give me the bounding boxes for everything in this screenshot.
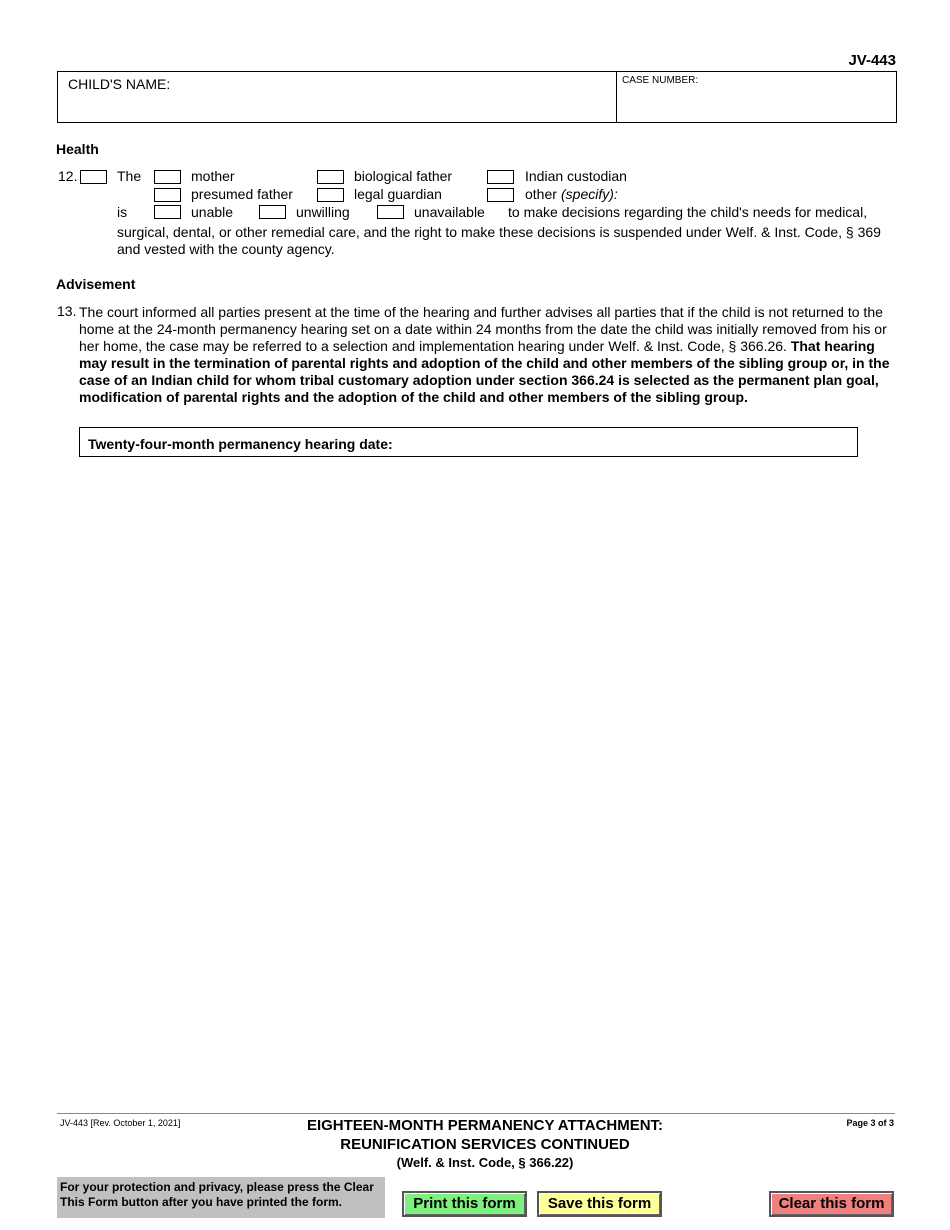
footer-title-line3: (Welf. & Inst. Code, § 366.22) (396, 1155, 574, 1170)
unavailable-label: unavailable (414, 204, 485, 220)
advisement-bold-text: That hearing may result in the termination of parental rights and adoption of the child and other members of the sibling group or, in the case of an Indian child for whom tribal customary adoption under section 366.24 is selected as the permanent plan goal, modification of parental rights and the adoption of the child and other members of the sibling group. (79, 338, 890, 405)
advisement-text: The court informed all parties present at the time of the hearing and further advises all parties that if the child is not returned to the home at the 24-month permanency hearing set on a date within 24 months from the date the child was initially removed from his or her home, the case may be referred to a selection and implementation hearing under Welf. & Inst. Code, § 366.26. (79, 304, 887, 354)
biological-father-label: biological father (354, 168, 453, 184)
other-label: other (525, 186, 557, 202)
unable-checkbox[interactable] (154, 205, 181, 219)
mother-label: mother (191, 168, 235, 184)
biological-father-checkbox[interactable] (317, 170, 344, 184)
is-label: is (117, 204, 128, 220)
indian-custodian-label: Indian custodian (525, 168, 627, 184)
item-12-number: 12. (58, 168, 78, 184)
footer-title-line1: EIGHTEEN-MONTH PERMANENCY ATTACHMENT: (306, 1117, 664, 1134)
hearing-date-field[interactable] (79, 427, 858, 457)
presumed-father-checkbox[interactable] (154, 188, 181, 202)
case-number-label: CASE NUMBER: (622, 75, 699, 86)
footer-title-line2: REUNIFICATION SERVICES CONTINUED (340, 1136, 630, 1153)
footer-divider (57, 1113, 895, 1114)
unable-label: unable (191, 204, 234, 220)
indian-custodian-checkbox[interactable] (487, 170, 514, 184)
unavailable-checkbox[interactable] (377, 205, 404, 219)
header-box (57, 71, 897, 123)
legal-guardian-checkbox[interactable] (317, 188, 344, 202)
revision-label: JV-443 [Rev. October 1, 2021] (60, 1118, 181, 1128)
privacy-notice: For your protection and privacy, please press the Clear This Form button after you have printed the form. (57, 1177, 385, 1218)
advisement-paragraph (79, 304, 891, 406)
specify-label: (specify): (561, 186, 618, 202)
the-label: The (117, 168, 142, 184)
mother-checkbox[interactable] (154, 170, 181, 184)
page-number: Page 3 of 3 (846, 1118, 894, 1128)
form-id: JV-443 (848, 52, 896, 69)
unwilling-label: unwilling (296, 204, 350, 220)
childs-name-label: CHILD'S NAME: (68, 76, 171, 92)
legal-guardian-label: legal guardian (354, 186, 442, 202)
health-text-tail: to make decisions regarding the child's needs for medical, (508, 204, 868, 220)
health-text-continued: surgical, dental, or other remedial care, and the right to make these decisions is suspended under Welf. & Inst. Code, § 369 and vested with the county agency. (117, 224, 881, 257)
hearing-date-label: Twenty-four-month permanency hearing date: (88, 436, 393, 452)
other-checkbox[interactable] (487, 188, 514, 202)
childs-name-field[interactable] (58, 72, 617, 122)
unwilling-checkbox[interactable] (259, 205, 286, 219)
item-12-checkbox[interactable] (80, 170, 107, 184)
clear-button[interactable]: Clear this form (769, 1191, 894, 1217)
presumed-father-label: presumed father (191, 186, 293, 202)
advisement-heading: Advisement (56, 276, 136, 292)
save-button[interactable]: Save this form (537, 1191, 662, 1217)
health-heading: Health (56, 141, 99, 157)
item-13-number: 13. (57, 303, 77, 319)
print-button[interactable]: Print this form (402, 1191, 527, 1217)
